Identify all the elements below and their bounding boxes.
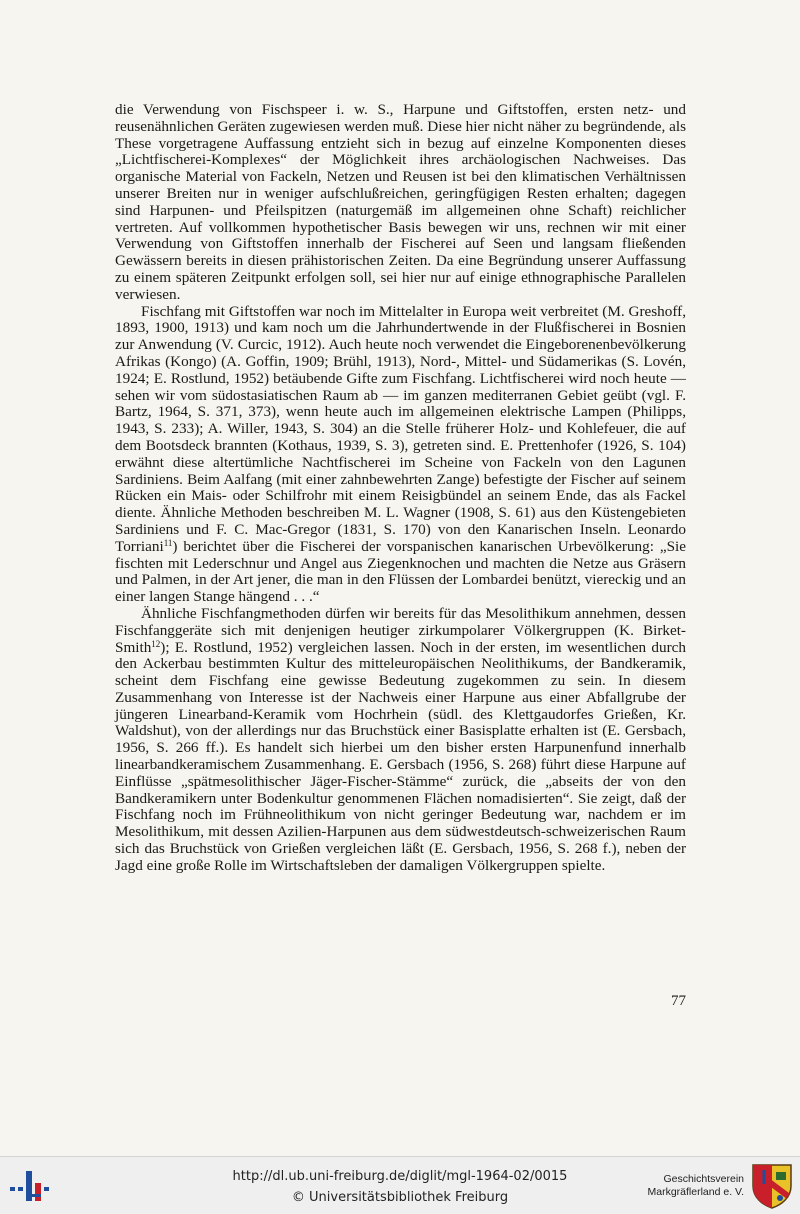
footnote-ref-11: 11 <box>163 537 173 548</box>
body-text <box>115 102 686 875</box>
copyright-notice: © Universitätsbibliothek Freiburg <box>291 1190 509 1205</box>
paragraph-2-text-a: Fischfang mit Giftstoffen war noch im Mittelalter in Europa weit verbreitet (M. Greshoff, 1893, 1900, 1913) und kam noch um die Jahrhundertwende in der Flußfischerei in Bosnien zur Anwendung (V. Curcic, 1912). Auch heute noch verwendet die Eingeborenenbevölkerung Afrikas (Kongo) (A. Goffin, 1909; Brühl, 1913), Nord-, Mittel- und Südamerikas (S. Lovén, 1924; E. Rostlund, 1952) betäubende Gifte zum Fischfang. Lichtfischerei wird noch heute — sehen wir vom südostasiatischen Raum ab — im ganzen mediterranen Gebiet geübt (vgl. F. Bartz, 1964, S. 371, 373), wenn heute auch im allgemeinen elektrische Lampen (Philipps, 1943, S. 233); A. Willer, 1943, S. 304) an die Stelle früherer Holz- und Kohlefeuer, die auf dem Bootsdeck brannten (Kothaus, 1939, S. 3), getreten sind. E. Prettenhofer (1926, S. 104) erwähnt diese altertümliche Nachtfischerei im Scheine von Fackeln von den Lagunen Sardiniens. Beim Aalfang (mit einer zahnbewehrten Zange) befestigte der Fischer auf seinem Rücken ein Mais- oder Schilfrohr mit einem Reisigbündel an seinem Ende, das als Fackel diente. Ähnliche Methoden beschreiben M. L. Wagner (1908, S. 61) aus den Küstengebieten Sardiniens und F. C. Mac-Gregor (1831, S. 170) von den Kanarischen Inseln. Leonardo Torriani <box>115 302 686 555</box>
source-url[interactable]: http://dl.ub.uni-freiburg.de/diglit/mgl-1964-02/0015 <box>232 1169 568 1184</box>
publisher-label <box>612 1173 744 1199</box>
coat-of-arms-icon <box>750 1162 794 1210</box>
paragraph-2 <box>115 304 686 606</box>
paragraph-2-text-b: ) berichtet über die Fischerei der vorspanischen kanarischen Urbevölkerung: „Sie fischten mit Lederschnur und Angel aus Ziegenknochen und machten die Netze aus Gräsern und Palmen, in der Art jener, die man in den Flüssen der Lombardei benützt, viereckig und an einer langen Stange hängend . . .“ <box>115 537 686 606</box>
paragraph-3-text-a: Ähnliche Fischfangmethoden dürfen wir bereits für das Mesolithikum annehmen, dessen Fischfanggeräte sich mit denjenigen heutiger zirkumpolarer Völkergruppen (K. Birket-Smith <box>115 604 686 656</box>
viewer-footer <box>0 1156 800 1214</box>
paragraph-1: die Verwendung von Fischspeer i. w. S., Harpune und Giftstoffen, ersten netz- und reusenähnlichen Geräten zugewiesen werden muß. Diese hier nicht näher zu begründende, als These vorgetragene Auffassung entzieht sich in bezug auf einzelne Komponenten dieses „Lichtfischerei-Komplexes“ der Möglichkeit ihres archäologischen Nachweises. Das organische Material von Fackeln, Netzen und Reusen ist bei den klimatischen Verhältnissen unserer Breiten nur in weniger aufschlußreichen, geringfügigen Resten erhalten; dagegen sind Harpunen- und Pfeilspitzen (naturgemäß im allgemeinen ohne Schaft) reichlicher vertreten. Auf vollkommen hypothetischer Basis bewegen wir uns, rechnen wir mit einer Verwendung von Giftstoffen innerhalb der Fischerei auf Seen und langsam fließenden Gewässern bereits in diesen prähistorischen Zeiten. Da eine Begründung unserer Auffassung zu einem späteren Zeitpunkt erfolgen soll, sei hier nur auf einige ethnographische Parallelen verwiesen. <box>115 101 686 303</box>
ub-freiburg-logo-icon <box>10 1169 54 1203</box>
footnote-ref-12: 12 <box>151 638 161 649</box>
publisher-line-2: Markgräflerland e. V. <box>647 1186 744 1198</box>
publisher-line-1: Geschichtsverein <box>663 1173 744 1185</box>
page-number: 77 <box>671 993 686 1009</box>
paragraph-3 <box>115 606 686 875</box>
paragraph-3-text-b: ); E. Rostlund, 1952) vergleichen lassen. Noch in der ersten, im wesentlichen durch den Ackerbau bestimmten Kultur des mitteleuropäischen Neolithikums, der Bandkeramik, scheint dem Fischfang eine gewisse Bedeutung zugekommen zu sein. In diesem Zusammenhang von Interesse ist der Nachweis einer Harpune aus einer Abfallgrube der jüngeren Linearband-Keramik vom Hochrhein (südl. des Klettgaudorfes Grießen, Kr. Waldshut), von der allerdings nur das Bruchstück einer Basisplatte erhalten ist (E. Gersbach, 1956, S. 266 ff.). Es handelt sich hierbei um den bisher ersten Harpunenfund innerhalb linearbandkeramischem Zusammenhang. E. Gersbach (1956, S. 268) führt diese Harpune auf Einflüsse „spätmesolithischer Jäger-Fischer-Stämme“ zurück, die „abseits der von den Bandkeramikern unter Bodenkultur genommenen Flächen nomadisierten“. Sie zeigt, daß der Fischfang noch im Frühneolithikum von nicht geringer Bedeutung war, nachdem er im Mesolithikum, mit dessen Azilien-Harpunen aus dem südwestdeutsch-schweizerischen Raum sich das Bruchstück von Grießen vergleichen läßt (E. Gersbach, 1956, S. 268 f.), neben der Jagd eine große Rolle im Wirtschaftsleben der damaligen Völkergruppen spielte. <box>115 638 686 874</box>
